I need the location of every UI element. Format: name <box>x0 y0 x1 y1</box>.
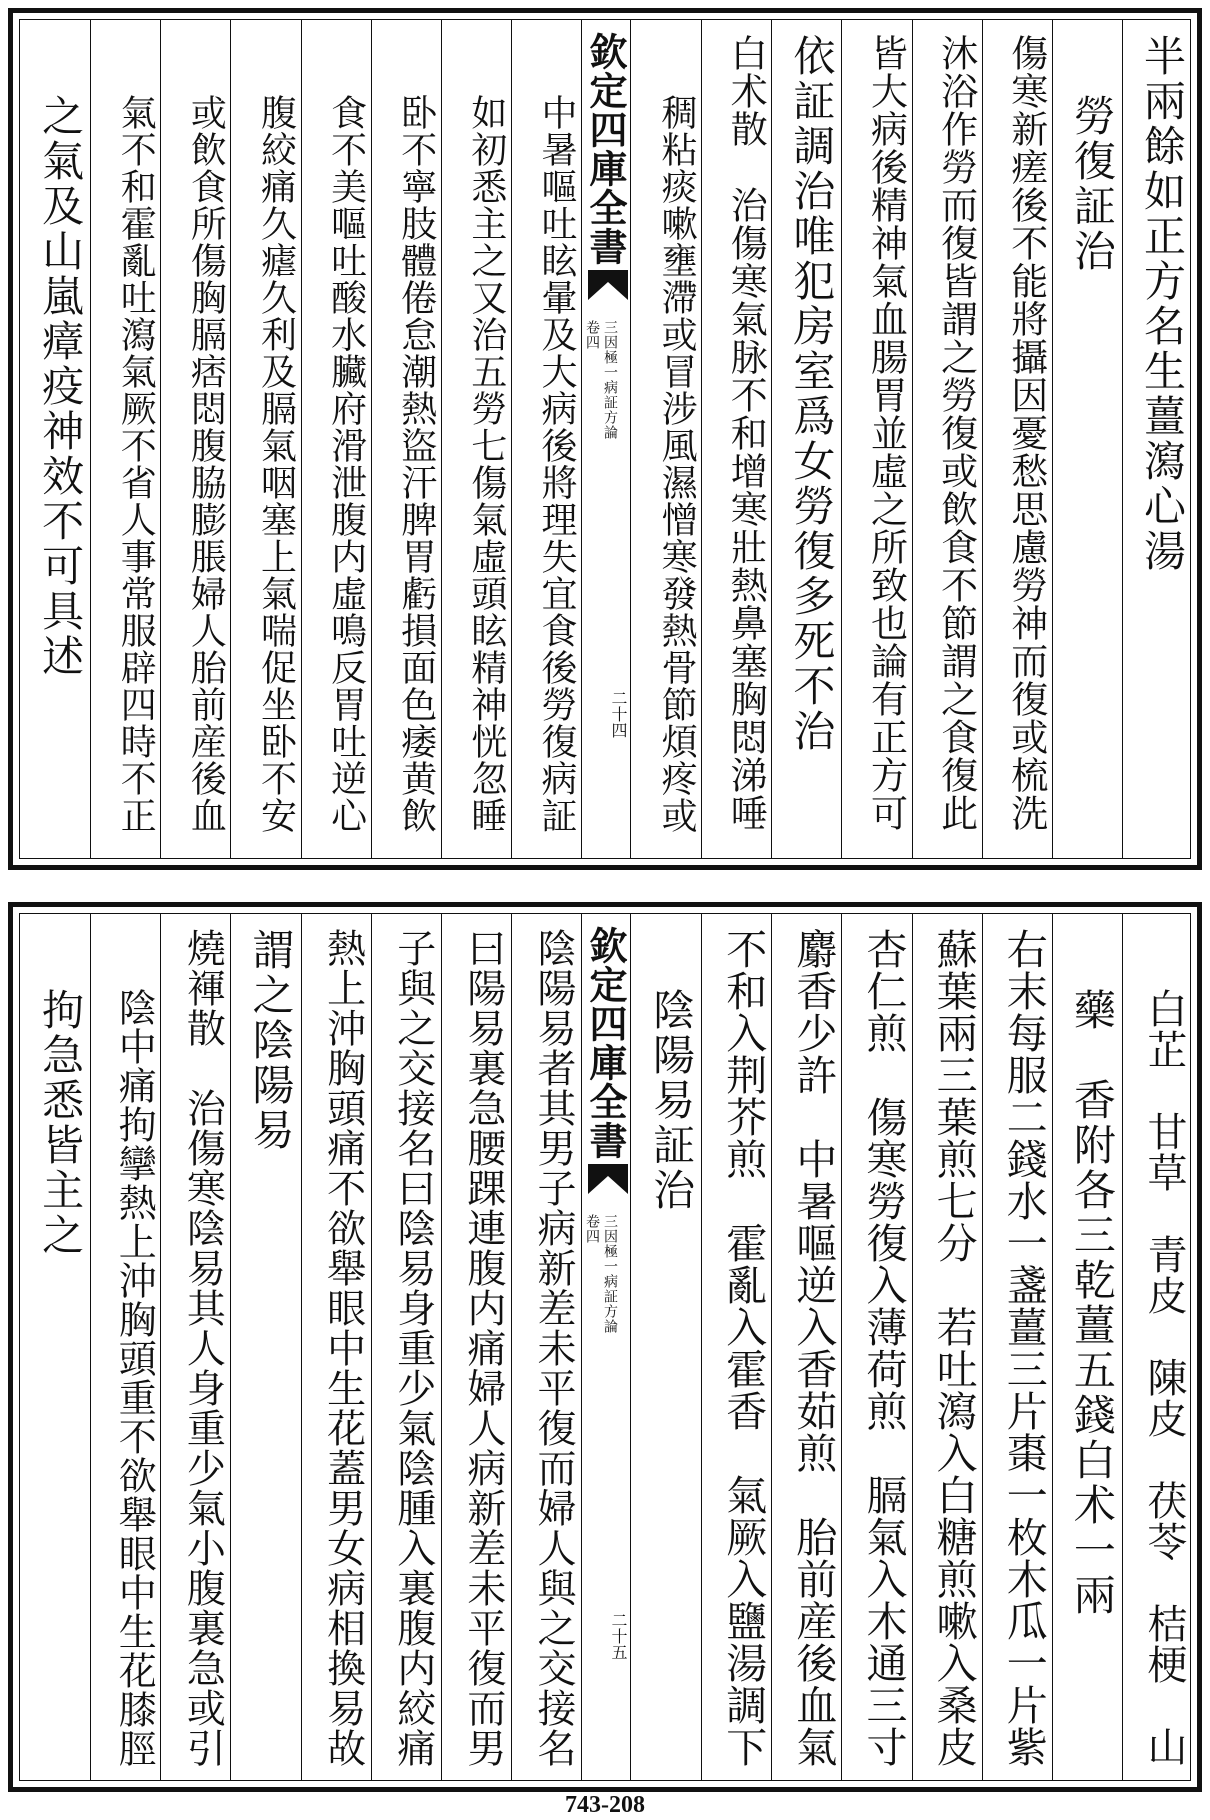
bottom-column-text: 燒褌散 治傷寒陰易其人身重少氣小腹裏急或引 <box>180 928 226 1768</box>
bottom-text-column <box>1052 914 1122 1780</box>
top-text-column <box>771 20 841 858</box>
top-gutter-page-number: 二十四 <box>609 690 628 738</box>
bottom-column-text: 子與之交接名曰陰易身重少氣陰腫入裏腹内絞痛 <box>390 928 436 1768</box>
bottom-text-column <box>511 914 581 1780</box>
bottom-gutter-volume: 卷四 <box>584 1214 600 1244</box>
top-column-text: 皆大病後精神氣血腸胃並虛之所致也論有正方可 <box>864 34 908 832</box>
top-column-text: 半兩餘如正方名生薑瀉心湯 <box>1138 34 1187 574</box>
top-text-column <box>841 20 911 858</box>
top-column-text: 之氣及山嵐瘴疫神效不可具述 <box>36 94 86 679</box>
bottom-text-column <box>982 914 1052 1780</box>
top-text-column <box>90 20 160 858</box>
bottom-column-text: 陰陽易証治 <box>647 988 697 1213</box>
bottom-text-column <box>371 914 441 1780</box>
bottom-page <box>8 902 1202 1792</box>
bottom-fish-tail-icon <box>588 1164 628 1194</box>
bottom-column-text: 右末每服二錢水一盞薑三片棗一枚木瓜一片紫 <box>999 928 1048 1768</box>
bottom-gutter-title: 欽定四庫全書 <box>583 926 628 1160</box>
bottom-column-text: 白芷 甘草 青皮 陳皮 茯苓 桔梗 山 <box>1141 988 1187 1767</box>
bottom-column-text: 蘇葉兩三葉煎七分 若吐瀉入白糖煎嗽入桑皮 <box>929 928 978 1768</box>
bottom-column-text: 藥 香附各三乾薑五錢白术一兩 <box>1067 988 1117 1618</box>
bottom-text-column <box>230 914 300 1780</box>
bottom-text-column <box>20 914 90 1780</box>
top-text-column <box>160 20 230 858</box>
top-text-column <box>701 20 771 858</box>
bottom-gutter <box>581 914 631 1780</box>
bottom-text-column <box>1122 914 1192 1780</box>
top-column-text: 沐浴作勞而復皆謂之勞復或飲食不節謂之食復此 <box>934 34 978 832</box>
top-gutter-title: 欽定四庫全書 <box>583 32 628 266</box>
top-page-frame <box>19 19 1191 859</box>
top-column-text: 或飲食所傷胸膈痞悶腹脇膨脹婦人胎前産後血 <box>185 94 227 834</box>
top-text-column <box>441 20 511 858</box>
top-text-column <box>912 20 982 858</box>
bottom-column-text: 拘急悉皆主之 <box>36 988 86 1258</box>
top-column-text: 如初悉主之又治五勞七傷氣虛頭眩精神恍忽睡 <box>465 94 507 834</box>
top-text-column <box>20 20 90 858</box>
bottom-column-text: 陰中痛拘攣熱上沖胸頭重不欲舉眼中生花膝脛 <box>112 988 157 1768</box>
top-column-text: 氣不和霍亂吐瀉氣厥不省人事常服辟四時不正 <box>115 94 157 834</box>
bottom-text-column <box>771 914 841 1780</box>
top-gutter-book-title: 三因極一病証方論 <box>602 320 618 440</box>
top-column-text: 勞復証治 <box>1067 94 1117 274</box>
bottom-column-text: 熱上沖胸頭痛不欲舉眼中生花蓋男女病相換易故 <box>320 928 366 1768</box>
bottom-column-text: 謂之陰陽易 <box>246 928 296 1153</box>
bottom-text-column <box>841 914 911 1780</box>
top-column-text: 傷寒新瘥後不能將攝因憂愁思慮勞神而復或梳洗 <box>1004 34 1048 832</box>
top-text-column <box>982 20 1052 858</box>
top-column-text: 卧不寧肢體倦怠潮熱盜汗脾胃虧損面色痿黄飲 <box>395 94 437 834</box>
top-fish-tail-icon <box>588 270 628 300</box>
top-gutter-volume: 卷四 <box>584 320 600 350</box>
bottom-column-text: 不和入荆芥煎 霍亂入霍香 氣厥入鹽湯調下 <box>719 928 768 1768</box>
bottom-column-text: 曰陽易裏急腰踝連腹内痛婦人病新差未平復而男 <box>460 928 506 1768</box>
bottom-column-text: 陰陽易者其男子病新差未平復而婦人與之交接名 <box>531 928 576 1768</box>
top-text-column <box>230 20 300 858</box>
top-column-text: 白术散 治傷寒氣脉不和增寒壯熱鼻塞胸悶涕唾 <box>724 34 768 832</box>
bottom-text-column <box>912 914 982 1780</box>
bottom-column-text: 杏仁煎 傷寒勞復入薄荷煎 膈氣入木通三寸 <box>859 928 908 1768</box>
top-column-text: 中暑嘔吐眩暈及大病後將理失宜食後勞復病証 <box>536 94 577 834</box>
top-text-column <box>301 20 371 858</box>
top-gutter <box>581 20 631 858</box>
top-column-text: 稠粘痰嗽壅滯或冒涉風濕憎寒發熱骨節煩疼或 <box>656 94 698 834</box>
top-column-text: 腹絞痛久瘧久利及膈氣咽塞上氣喘促坐卧不安 <box>255 94 297 834</box>
top-column-text: 依証調治唯犯房室爲女勞復多死不治 <box>787 34 837 754</box>
top-column-text: 食不美嘔吐酸水臟府滑泄腹内虛鳴反胃吐逆心 <box>325 94 367 834</box>
bottom-text-column <box>631 914 701 1780</box>
top-text-column <box>631 20 701 858</box>
bottom-page-frame <box>19 913 1191 1781</box>
bottom-text-column <box>90 914 160 1780</box>
top-text-column <box>371 20 441 858</box>
bottom-column-text: 麝香少許 中暑嘔逆入香茹煎 胎前産後血氣 <box>789 928 838 1768</box>
top-text-column <box>1052 20 1122 858</box>
bottom-gutter-page-number: 二十五 <box>609 1612 628 1660</box>
bottom-text-column <box>441 914 511 1780</box>
top-page <box>8 8 1202 870</box>
bottom-gutter-book-title: 三因極一病証方論 <box>602 1214 618 1334</box>
bottom-text-column <box>301 914 371 1780</box>
page-footer-number: 743-208 <box>565 1792 645 1818</box>
top-text-column <box>1122 20 1192 858</box>
bottom-text-column <box>701 914 771 1780</box>
bottom-text-column <box>160 914 230 1780</box>
top-text-column <box>511 20 581 858</box>
